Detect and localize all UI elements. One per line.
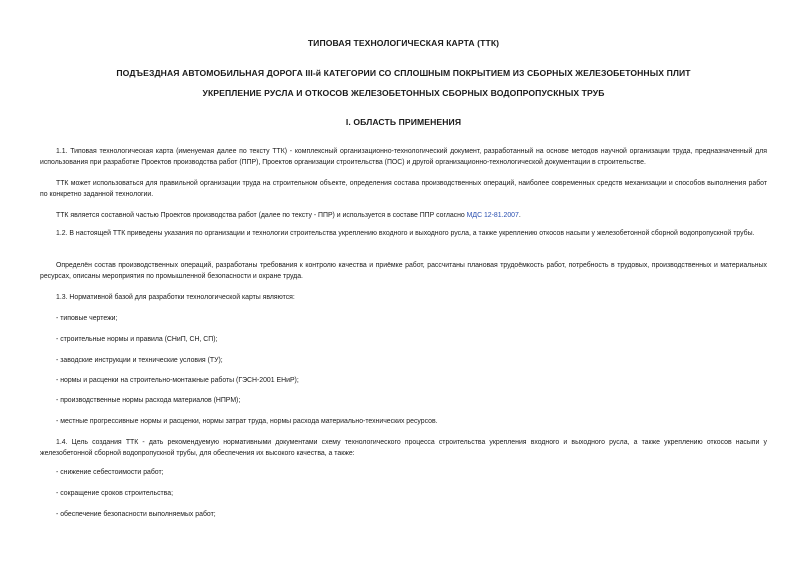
mds-link[interactable]: МДС 12-81.2007 — [466, 212, 519, 219]
paragraph-operations: Определён состав производственных операций, разработаны требования к контролю качества и приёмке работ, рассчитаны плановая трудоёмкость работ, потребность в трудовых, производственных и материальных ресурсах, описаны мероприятия по промышленной безопасности и охране труда. — [40, 262, 767, 280]
section-heading: I. ОБЛАСТЬ ПРИМЕНЕНИЯ — [345, 117, 462, 127]
paragraph-ttk-part — [40, 210, 767, 221]
doc-subtitle-topic: УКРЕПЛЕНИЕ РУСЛА И ОТКОСОВ ЖЕЛЕЗОБЕТОННЫХ СБОРНЫХ ВОДОПРОПУСКНЫХ ТРУБ — [202, 88, 605, 98]
paragraph-ttk-part-end: . — [518, 212, 521, 219]
paragraph-1-2: 1.2. В настоящей ТТК приведены указания по организации и технологии строительства укреплению входного и выходного русла, а также укреплению откосов насыпи у железобетонной сборной водопропускной трубы. — [56, 230, 755, 237]
list-item: - заводские инструкции и технические условия (ТУ); — [56, 357, 223, 364]
paragraph-1-3: 1.3. Нормативной базой для разработки технологической карты являются: — [56, 294, 295, 301]
list-item: - сокращение сроков строительства; — [56, 490, 174, 497]
doc-subtitle-road: ПОДЪЕЗДНАЯ АВТОМОБИЛЬНАЯ ДОРОГА III-й КАТЕГОРИИ СО СПЛОШНЫМ ПОКРЫТИЕМ ИЗ СБОРНЫХ ЖЕЛЕЗОБЕТОННЫХ ПЛИТ — [116, 68, 691, 78]
list-item: - нормы и расценки на строительно-монтажные работы (ГЭСН-2001 ЕНиР); — [56, 377, 299, 384]
list-item: - строительные нормы и правила (СНиП, СН, СП); — [56, 336, 218, 343]
doc-title: ТИПОВАЯ ТЕХНОЛОГИЧЕСКАЯ КАРТА (ТТК) — [307, 38, 500, 48]
list-item: - типовые чертежи; — [56, 315, 118, 322]
list-item: - обеспечение безопасности выполняемых работ; — [56, 511, 216, 518]
paragraph-1-1: 1.1. Типовая технологическая карта (именуемая далее по тексту ТТК) - комплексный организационно-технологический документ, разработанный на основе методов научной организации труда, предназначенный для использования при разработке Проектов производства работ (ППР), Проектов организации строительства (ПОС) и другой организационно-технологической документации в строительстве. — [40, 148, 767, 166]
list-item: - снижение себестоимости работ; — [56, 469, 164, 476]
paragraph-ttk-usage: ТТК может использоваться для правильной организации труда на строительном объекте, определения состава производственных операций, наиболее современных средств механизации и способов выполнения работ по конкретно заданной технологии. — [40, 180, 767, 198]
list-item: - местные прогрессивные нормы и расценки, нормы затрат труда, нормы расхода материально-технических ресурсов. — [56, 418, 438, 425]
list-item: - производственные нормы расхода материалов (НПРМ); — [56, 397, 241, 404]
paragraph-ttk-part-text: ТТК является составной частью Проектов производства работ (далее по тексту - ППР) и используется в составе ППР согласно — [56, 212, 467, 219]
paragraph-1-4: 1.4. Цель создания ТТК - дать рекомендуемую нормативными документами схему технологического процесса строительства укрепления входного и выходного русла, а также укреплению откосов насыпи у железобетонной сборной водопропускной трубы, для обеспечения их высокого качества, а также: — [40, 439, 767, 457]
